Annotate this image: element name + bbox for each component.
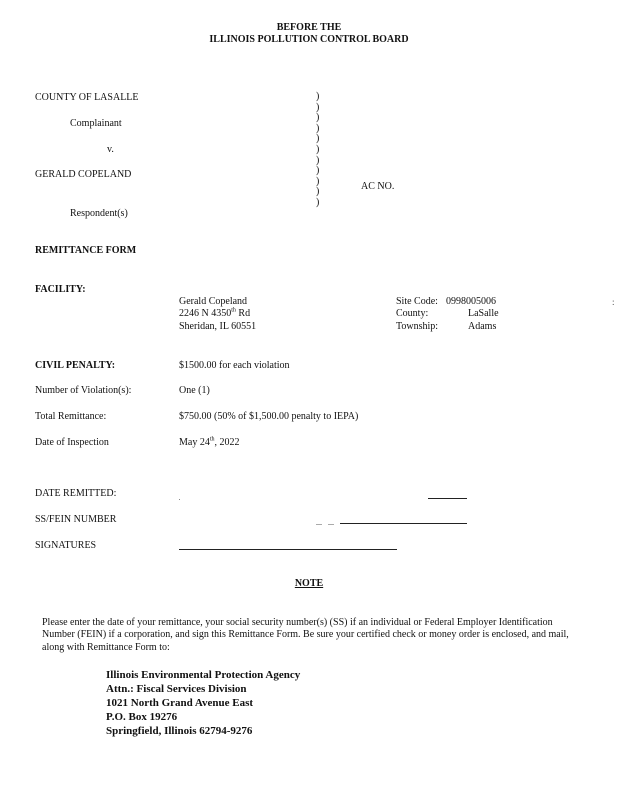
date-remitted-line[interactable] bbox=[428, 498, 467, 499]
ss-fein-label: SS/FEIN NUMBER bbox=[35, 514, 117, 525]
date-remitted-label: DATE REMITTED: bbox=[35, 488, 117, 499]
address-po-box: P.O. Box 19276 bbox=[106, 711, 178, 723]
site-code-label: Site Code: bbox=[396, 296, 438, 307]
ss-fein-mark-2 bbox=[328, 524, 334, 525]
address-street: 1021 North Grand Avenue East bbox=[106, 697, 254, 709]
inspection-day-suffix: th bbox=[209, 436, 215, 443]
caption-parentheses: ) ) ) ) ) ) ) ) ) ) ) bbox=[316, 91, 320, 208]
civil-penalty-value: $1500.00 for each violation bbox=[179, 360, 290, 371]
ss-fein-mark-1 bbox=[316, 524, 322, 525]
note-instructions: Please enter the date of your remittance, your social security number(s) (SS) if an individual or Federal Employer Identification Number (FEIN) if a corporation, and sign this Remittance Form. Be sure your certified check or money order is enclosed, and mail, along with Remittance Form to: bbox=[42, 617, 569, 653]
address-attention: Attn.: Fiscal Services Division bbox=[106, 683, 247, 695]
facility-label: FACILITY: bbox=[35, 284, 86, 295]
facility-name: Gerald Copeland bbox=[179, 296, 248, 307]
respondent-label: Respondent(s) bbox=[70, 208, 128, 219]
facility-street-type: Rd bbox=[235, 308, 251, 319]
signatures-label: SIGNATURES bbox=[35, 540, 97, 551]
township-value: Adams bbox=[468, 321, 497, 332]
respondent-party: GERALD COPELAND bbox=[35, 169, 132, 180]
header-line-1: BEFORE THE bbox=[276, 22, 342, 33]
inspection-date-value bbox=[179, 437, 240, 449]
address-agency: Illinois Environmental Protection Agency bbox=[106, 669, 301, 681]
signature-line[interactable] bbox=[179, 549, 397, 550]
inspection-month-day: May 24 bbox=[179, 437, 210, 448]
violations-value: One (1) bbox=[179, 385, 210, 396]
complainant-party: COUNTY OF LASALLE bbox=[35, 92, 139, 103]
facility-street-number: 2246 N 4350 bbox=[179, 308, 232, 319]
mailing-address bbox=[106, 668, 300, 738]
case-number-label: AC NO. bbox=[361, 181, 395, 192]
header-line-2: ILLINOIS POLLUTION CONTROL BOARD bbox=[209, 34, 409, 45]
township-label: Township: bbox=[396, 321, 439, 332]
note-heading: NOTE bbox=[294, 578, 324, 589]
total-remittance-value: $750.00 (50% of $1,500.00 penalty to IEPA) bbox=[179, 411, 359, 422]
form-title: REMITTANCE FORM bbox=[35, 245, 137, 256]
civil-penalty-label: CIVIL PENALTY: bbox=[35, 360, 116, 371]
total-remittance-label: Total Remittance: bbox=[35, 411, 107, 422]
county-value: LaSalle bbox=[468, 308, 499, 319]
margin-mark: : bbox=[612, 297, 615, 307]
ss-fein-line[interactable] bbox=[340, 523, 467, 524]
inspection-date-label: Date of Inspection bbox=[35, 437, 109, 448]
versus-label: v. bbox=[107, 144, 114, 155]
facility-city: Sheridan, IL 60551 bbox=[179, 321, 257, 332]
inspection-year: , 2022 bbox=[214, 437, 240, 448]
site-code-value: 0998005006 bbox=[446, 296, 496, 307]
county-label: County: bbox=[396, 308, 429, 319]
violations-label: Number of Violation(s): bbox=[35, 385, 132, 396]
date-remitted-mark bbox=[179, 499, 180, 500]
address-city: Springfield, Illinois 62794-9276 bbox=[106, 725, 253, 737]
complainant-label: Complainant bbox=[70, 118, 122, 129]
facility-street-suffix: th bbox=[231, 307, 236, 314]
facility-street bbox=[179, 308, 250, 320]
